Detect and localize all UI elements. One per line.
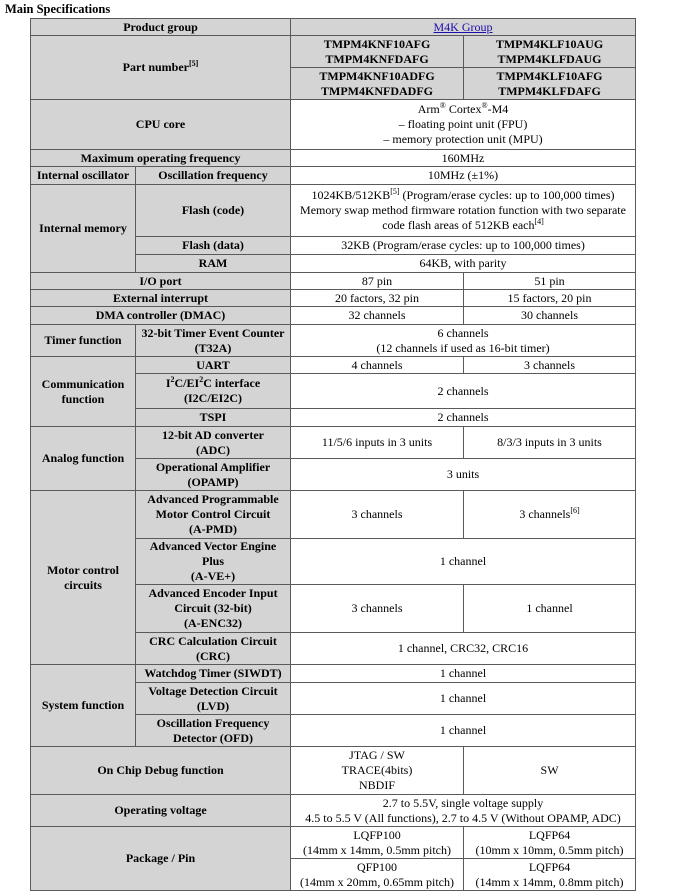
ram-value: 64KB, with parity — [291, 255, 636, 273]
row-sublabel-apmd: Advanced Programmable Motor Control Circuit (A-PMD) — [136, 491, 291, 539]
tspi-value: 2 channels — [291, 409, 636, 427]
part-number-cell: TMPM4KLF10AFG TMPM4KLFDAFG — [464, 68, 636, 100]
row-label-motor-control: Motor control circuits — [31, 491, 136, 665]
row-label-max-frequency: Maximum operating frequency — [31, 150, 291, 167]
adc-value-a: 11/5/6 inputs in 3 units — [291, 427, 464, 459]
spec-table — [30, 18, 636, 891]
i2c-value: 2 channels — [291, 374, 636, 409]
row-label-system-function: System function — [31, 665, 136, 747]
dmac-value-b: 30 channels — [464, 307, 636, 325]
oscillation-frequency-value: 10MHz (±1%) — [291, 167, 636, 185]
row-label-operating-voltage: Operating voltage — [31, 795, 291, 827]
row-label-cpu-core: CPU core — [31, 100, 291, 150]
row-sublabel-ave: Advanced Vector Engine Plus (A-VE+) — [136, 539, 291, 585]
row-sublabel-opamp: Operational Amplifier (OPAMP) — [136, 459, 291, 491]
row-label-part-number: Part number[5] — [31, 36, 291, 100]
row-label-internal-memory: Internal memory — [31, 185, 136, 273]
aenc32-value-b: 1 channel — [464, 585, 636, 633]
row-sublabel-flash-data: Flash (data) — [136, 237, 291, 255]
row-sublabel-i2c: $I^2C/EI^2C$ interface (I2C/EI2C) — [136, 374, 291, 409]
row-sublabel-aenc32: Advanced Encoder Input Circuit (32-bit) (A-ENC32) — [136, 585, 291, 633]
row-sublabel-crc: CRC Calculation Circuit (CRC) — [136, 633, 291, 665]
row-label-dmac: DMA controller (DMAC) — [31, 307, 291, 325]
row-sublabel-t32a: 32-bit Timer Event Counter (T32A) — [136, 325, 291, 357]
crc-value: 1 channel, CRC32, CRC16 — [291, 633, 636, 665]
row-label-external-interrupt: External interrupt — [31, 290, 291, 307]
uart-value-b: 3 channels — [464, 357, 636, 374]
apmd-value-a: 3 channels — [291, 491, 464, 539]
flash-data-value: 32KB (Program/erase cycles: up to 100,000 times) — [291, 237, 636, 255]
flash-code-value: 1024KB/512KB[5] (Program/erase cycles: up to 100,000 times) Memory swap method firmware rotation function with two separate code flash areas of 512KB each[4] — [291, 185, 636, 237]
product-group-value — [291, 19, 636, 36]
row-sublabel-tspi: TSPI — [136, 409, 291, 427]
apmd-value-b: 3 channels[6] — [464, 491, 636, 539]
operating-voltage-value: 2.7 to 5.5V, single voltage supply 4.5 to 5.5 V (All functions), 2.7 to 4.5 V (Without OPAMP, ADC) — [291, 795, 636, 827]
part-number-cell: TMPM4KNF10ADFG TMPM4KNFDADFG — [291, 68, 464, 100]
part-number-cell: TMPM4KLF10AUG TMPM4KLFDAUG — [464, 36, 636, 68]
row-sublabel-adc: 12-bit AD converter (ADC) — [136, 427, 291, 459]
row-label-package-pin: Package / Pin — [31, 827, 291, 891]
row-label-internal-oscillator: Internal oscillator — [31, 167, 136, 185]
row-label-product-group: Product group — [31, 19, 291, 36]
debug-value-a: JTAG / SW TRACE(4bits) NBDIF — [291, 747, 464, 795]
opamp-value: 3 units — [291, 459, 636, 491]
t32a-value: 6 channels (12 channels if used as 16-bit timer) — [291, 325, 636, 357]
external-interrupt-value-a: 20 factors, 32 pin — [291, 290, 464, 307]
package-value: LQFP64 (14mm x 14mm, 0.8mm pitch) — [464, 859, 636, 891]
row-label-communication-function: Communication function — [31, 357, 136, 427]
part-number-cell: TMPM4KNF10AFG TMPM4KNFDAFG — [291, 36, 464, 68]
uart-value-a: 4 channels — [291, 357, 464, 374]
siwdt-value: 1 channel — [291, 665, 636, 683]
row-sublabel-oscillation-frequency: Oscillation frequency — [136, 167, 291, 185]
package-value: LQFP100 (14mm x 14mm, 0.5mm pitch) — [291, 827, 464, 859]
row-label-analog-function: Analog function — [31, 427, 136, 491]
debug-value-b: SW — [464, 747, 636, 795]
max-frequency-value: 160MHz — [291, 150, 636, 167]
io-port-value-b: 51 pin — [464, 273, 636, 290]
footnote-ref: [5] — [189, 59, 199, 68]
row-sublabel-flash-code: Flash (code) — [136, 185, 291, 237]
ofd-value: 1 channel — [291, 715, 636, 747]
row-sublabel-siwdt: Watchdog Timer (SIWDT) — [136, 665, 291, 683]
row-label-timer-function: Timer function — [31, 325, 136, 357]
package-value: LQFP64 (10mm x 10mm, 0.5mm pitch) — [464, 827, 636, 859]
row-sublabel-ofd: Oscillation Frequency Detector (OFD) — [136, 715, 291, 747]
row-label-io-port: I/O port — [31, 273, 291, 290]
adc-value-b: 8/3/3 inputs in 3 units — [464, 427, 636, 459]
section-heading: Main Specifications — [5, 2, 111, 16]
external-interrupt-value-b: 15 factors, 20 pin — [464, 290, 636, 307]
row-sublabel-lvd: Voltage Detection Circuit (LVD) — [136, 683, 291, 715]
dmac-value-a: 32 channels — [291, 307, 464, 325]
aenc32-value-a: 3 channels — [291, 585, 464, 633]
row-sublabel-uart: UART — [136, 357, 291, 374]
cpu-core-value: Arm® Cortex®-M4 – floating point unit (FPU) – memory protection unit (MPU) — [291, 100, 636, 150]
row-label-on-chip-debug: On Chip Debug function — [31, 747, 291, 795]
ave-value: 1 channel — [291, 539, 636, 585]
lvd-value: 1 channel — [291, 683, 636, 715]
package-value: QFP100 (14mm x 20mm, 0.65mm pitch) — [291, 859, 464, 891]
m4k-group-link[interactable]: M4K Group — [433, 19, 493, 34]
row-sublabel-ram: RAM — [136, 255, 291, 273]
io-port-value-a: 87 pin — [291, 273, 464, 290]
